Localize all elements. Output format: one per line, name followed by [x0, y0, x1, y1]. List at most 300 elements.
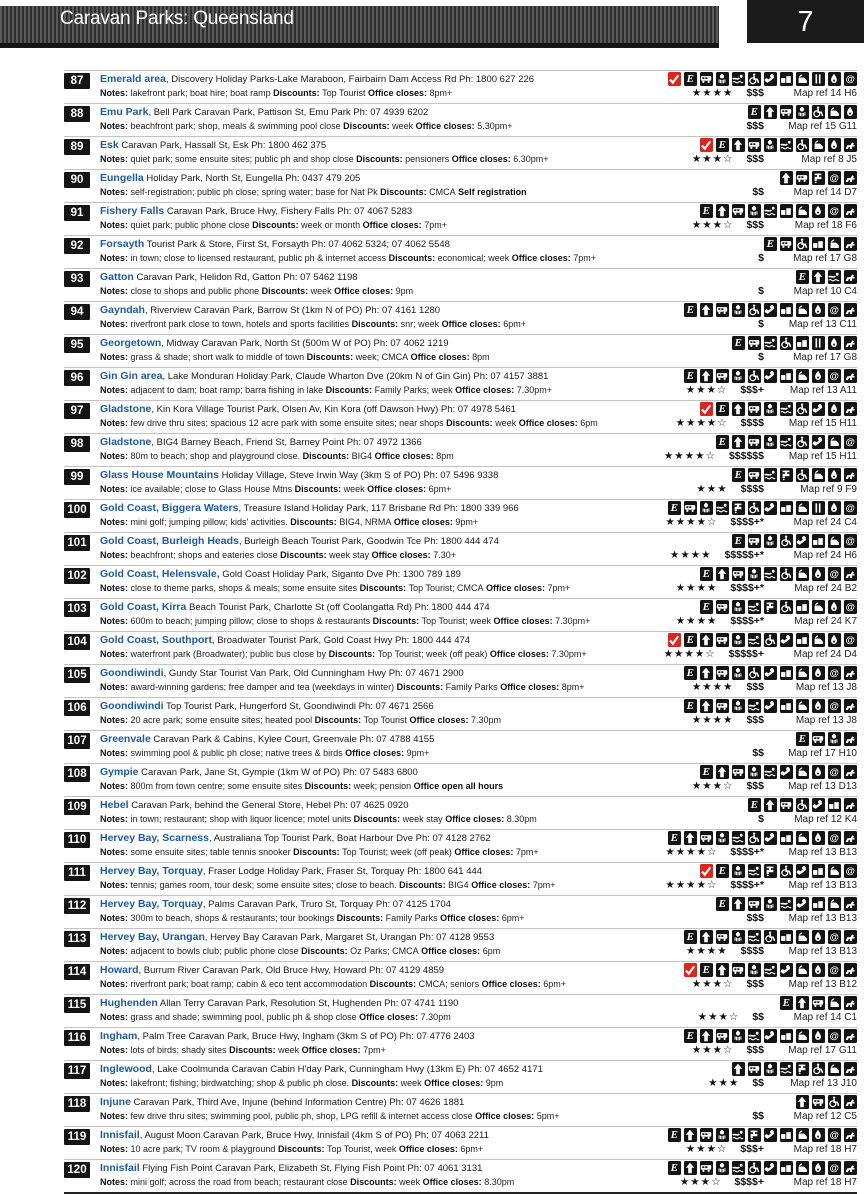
map-reference: Map ref 18 H7 — [793, 1144, 857, 1155]
pets-icon — [844, 369, 858, 383]
phone-icon — [764, 1161, 778, 1175]
price-rating: $$ — [752, 186, 764, 198]
map-reference: Map ref 24 H6 — [793, 550, 857, 561]
swimmer-icon — [764, 567, 778, 581]
park-entry-list — [64, 70, 857, 1194]
notes-label: Notes: — [100, 187, 131, 197]
office-value: 8pm+ — [559, 682, 585, 692]
park-entry-row — [64, 697, 857, 730]
star-rating: ★★★★ — [669, 549, 712, 561]
facility-icons — [796, 270, 858, 284]
price-rating: $$$ — [746, 714, 764, 726]
entry-text-block — [90, 270, 758, 298]
entry-notes-line — [100, 582, 670, 595]
map-reference: Map ref 13 A11 — [789, 385, 857, 396]
star-rating: ★★★☆ — [697, 1011, 740, 1023]
entry-stats-line — [676, 581, 857, 596]
entry-right-block — [692, 204, 857, 233]
park-entry-row — [64, 664, 857, 697]
entry-text-block — [90, 897, 716, 925]
entry-stats-line — [758, 317, 857, 332]
facility-icons — [668, 72, 858, 86]
park-entry-row — [64, 1093, 857, 1126]
gas-flame-icon — [812, 831, 826, 845]
internet-icon: @ — [828, 171, 842, 185]
entry-number-badge: 105 — [64, 667, 90, 683]
entry-notes-line — [100, 681, 678, 694]
entry-number-badge: 117 — [64, 1063, 90, 1079]
internet-icon: @ — [828, 1029, 842, 1043]
park-name: Injune — [100, 1096, 131, 1108]
entry-number-badge: 95 — [64, 337, 90, 353]
entry-text-block — [90, 633, 664, 661]
entry-number-badge: 104 — [64, 634, 90, 650]
map-reference: Map ref 15 G11 — [788, 121, 857, 132]
park-entry-row — [64, 829, 857, 862]
entry-right-block — [692, 138, 857, 167]
entry-number-badge: 106 — [64, 700, 90, 716]
entry-right-block — [665, 864, 857, 893]
discounts-text: Family Parks; week — [374, 385, 453, 395]
entry-stats-line — [676, 614, 857, 629]
notes-text: 600m to beach; jumping pillow; close to shops & restaurants — [130, 616, 371, 626]
office-value: 6pm+ — [499, 913, 525, 923]
entry-stats-line — [692, 152, 857, 167]
notes-text: self-registration; public ph close; spring water; base for Nat Pk — [130, 187, 378, 197]
tap-icon — [732, 501, 746, 515]
internet-icon: @ — [844, 72, 858, 86]
park-name: Innisfail — [100, 1129, 140, 1141]
park-description: , Hervey Bay Caravan Park, Margaret St, Urangan Ph: 07 4128 9553 — [204, 932, 495, 943]
ensuite-icon: E — [796, 732, 810, 746]
cabins-icon — [780, 930, 794, 944]
notes-text: quiet park; public phone close — [130, 220, 250, 230]
park-description: Caravan Park, Jane St, Gympie (1km W of PO) Ph: 07 5483 6800 — [138, 767, 418, 778]
entry-stats-line — [752, 185, 857, 200]
notes-label: Notes: — [100, 517, 131, 527]
discounts-label: Discounts: — [351, 814, 403, 824]
entry-notes-line — [100, 120, 740, 133]
park-entry-row — [64, 334, 857, 367]
discounts-label: Discounts: — [292, 484, 344, 494]
wheelchair-icon — [748, 303, 762, 317]
map-reference: Map ref 12 K4 — [794, 814, 857, 825]
park-description: , Discovery Holiday Parks-Lake Maraboon, Fairbairn Dam Access Rd Ph: 1800 627 226 — [165, 74, 535, 85]
phone-icon — [796, 864, 810, 878]
entry-stats-line — [670, 548, 857, 563]
entry-notes-line — [100, 450, 658, 463]
office-label: Office closes: — [331, 286, 394, 296]
park-entry-row — [64, 70, 857, 103]
entry-notes-line — [100, 483, 690, 496]
entry-stats-line — [758, 350, 857, 365]
notes-text: 300m to beach, shops & restaurants; tour bookings — [130, 913, 335, 923]
dump-point-icon — [812, 633, 826, 647]
office-value: 7pm+ — [360, 1045, 386, 1055]
swimmer-icon — [716, 501, 730, 515]
tap-icon — [764, 600, 778, 614]
office-value: 7.30pm — [468, 715, 502, 725]
arrow-up-icon — [684, 1161, 698, 1175]
map-reference: Map ref 17 G8 — [793, 253, 857, 264]
facility-icons — [684, 699, 858, 713]
facility-icons — [668, 1161, 858, 1175]
notes-label: Notes: — [100, 748, 131, 758]
dump-point-icon — [796, 501, 810, 515]
facility-icons — [748, 798, 858, 812]
swimmer-icon — [828, 270, 842, 284]
discounts-text: Top Tourist, week — [326, 1144, 397, 1154]
ensuite-icon: E — [700, 765, 714, 779]
discounts-label: Discounts: — [287, 517, 340, 527]
internet-icon: @ — [828, 831, 842, 845]
park-name: Hervey Bay, Scarness — [100, 832, 209, 844]
park-entry-row — [64, 631, 857, 664]
tap-icon — [764, 864, 778, 878]
entry-text-block — [90, 336, 732, 364]
entry-title-line — [100, 1095, 746, 1110]
price-rating: $$$$+* — [730, 879, 764, 891]
notes-label: Notes: — [100, 781, 131, 791]
phone-icon — [796, 897, 810, 911]
caravan-icon — [732, 963, 746, 977]
internet-icon: @ — [828, 369, 842, 383]
office-label: Office closes: — [497, 682, 560, 692]
office-value: 8pm — [469, 352, 490, 362]
park-description: Caravan Park, Helidon Rd, Gatton Ph: 07 5462 1198 — [133, 272, 358, 283]
gas-flame-icon — [828, 72, 842, 86]
discounts-label: Discounts: — [270, 88, 323, 98]
discounts-text: Top Tourist — [322, 88, 366, 98]
swimmer-icon — [764, 765, 778, 779]
dump-point-icon — [828, 864, 842, 878]
map-reference: Map ref 13 B12 — [788, 979, 857, 990]
office-value: 7.30pm+ — [514, 385, 552, 395]
notes-label: Notes: — [100, 649, 131, 659]
entry-number-badge: 116 — [64, 1030, 90, 1046]
ensuite-icon: E — [684, 72, 698, 86]
park-description: Caravan Park, Third Ave, Injune (behind Information Centre) Ph: 07 4626 1881 — [130, 1097, 465, 1108]
entry-title-line — [100, 666, 678, 681]
dump-point-icon — [828, 105, 842, 119]
entry-notes-line — [100, 384, 678, 397]
entry-stats-line — [665, 845, 857, 860]
map-reference: Map ref 13 C11 — [788, 319, 857, 330]
entry-stats-line — [692, 218, 857, 233]
facility-icons — [700, 765, 858, 779]
map-reference: Map ref 24 D4 — [793, 649, 857, 660]
office-value: 6pm+ — [540, 979, 566, 989]
knife-fork-icon — [812, 336, 826, 350]
office-label: Office closes: — [396, 1144, 458, 1154]
discounts-label: Discounts: — [353, 154, 406, 164]
entry-stats-line — [758, 284, 857, 299]
wheelchair-icon — [780, 336, 794, 350]
price-rating: $$$$+* — [730, 846, 764, 858]
internet-icon: @ — [828, 303, 842, 317]
ensuite-icon: E — [716, 897, 730, 911]
wheelchair-icon — [748, 72, 762, 86]
park-name: Gold Coast, Southport — [100, 634, 212, 646]
park-description: Beach Tourist Park, Charlotte St (off Coolangatta Rd) Ph: 1800 444 474 — [186, 602, 490, 613]
office-label: Office closes: — [437, 913, 500, 923]
phone-icon — [812, 435, 826, 449]
notes-label: Notes: — [100, 1111, 131, 1121]
map-reference: Map ref 15 H11 — [788, 418, 857, 429]
internet-icon: @ — [828, 1161, 842, 1175]
tap-icon — [812, 171, 826, 185]
shower-icon — [732, 369, 746, 383]
ensuite-icon: E — [668, 1161, 682, 1175]
ensuite-icon: E — [748, 798, 762, 812]
entry-title-line — [100, 369, 678, 384]
discounts-label: Discounts: — [275, 1144, 327, 1154]
internet-icon: @ — [844, 501, 858, 515]
entry-title-line — [100, 1062, 702, 1077]
entry-title-line — [100, 930, 678, 945]
entry-title-line — [100, 1029, 678, 1044]
entry-text-block — [90, 237, 758, 265]
notes-label: Notes: — [100, 979, 131, 989]
park-name: Gladstone — [100, 403, 152, 415]
discounts-text: BIG4, NRMA — [339, 517, 392, 527]
price-rating: $ — [758, 318, 764, 330]
star-rating: ★★★★☆ — [663, 450, 716, 462]
ensuite-icon: E — [716, 864, 730, 878]
cabins-icon — [812, 534, 826, 548]
notes-label: Notes: — [100, 616, 131, 626]
entry-right-block — [716, 897, 858, 926]
discounts-text: week — [399, 1177, 421, 1187]
cabins-icon — [780, 1161, 794, 1175]
ensuite-icon: E — [716, 435, 730, 449]
internet-icon: @ — [828, 666, 842, 680]
map-reference: Map ref 24 B2 — [794, 583, 857, 594]
facility-icons — [780, 171, 858, 185]
park-entry-row — [64, 763, 857, 796]
office-value: 7pm+ — [513, 847, 539, 857]
notes-label: Notes: — [100, 451, 131, 461]
park-description: Top Tourist Park, Hungerford St, Goondiwindi Ph: 07 4671 2566 — [163, 701, 434, 712]
price-rating: $$ — [752, 1011, 764, 1023]
swimmer-icon — [748, 600, 762, 614]
entry-number-badge: 115 — [64, 997, 90, 1013]
entry-notes-line — [100, 912, 710, 925]
entry-right-block — [668, 1161, 858, 1190]
discounts-text: CMCA — [429, 187, 456, 197]
gas-flame-icon — [812, 1029, 826, 1043]
entry-number-badge: 102 — [64, 568, 90, 584]
entry-text-block — [90, 732, 752, 760]
arrow-up-icon — [700, 930, 714, 944]
park-name: Greenvale — [100, 733, 151, 745]
wheelchair-icon — [764, 633, 778, 647]
office-value: 8pm — [433, 451, 454, 461]
discounts-label: Discounts: — [290, 847, 343, 857]
map-reference: Map ref 13 D13 — [788, 781, 857, 792]
facility-icons — [700, 864, 858, 878]
notes-text: riverfront park close to town, hotels and sports facilities — [130, 319, 350, 329]
price-rating: $$$+ — [740, 384, 764, 396]
entry-notes-line — [100, 417, 670, 430]
park-name: Hervey Bay, Urangan — [100, 931, 205, 943]
wheelchair-icon — [780, 567, 794, 581]
entry-stats-line — [698, 1010, 857, 1025]
caravan-icon — [716, 666, 730, 680]
pets-icon — [844, 1062, 858, 1076]
entry-title-line — [100, 1128, 662, 1143]
cabins-icon — [780, 204, 794, 218]
shower-icon — [732, 864, 746, 878]
shower-icon — [748, 204, 762, 218]
wheelchair-icon — [780, 534, 794, 548]
discounts-label: Discounts: — [347, 1177, 400, 1187]
notes-label: Notes: — [100, 847, 131, 857]
dump-point-icon — [796, 1029, 810, 1043]
gas-flame-icon — [812, 303, 826, 317]
notes-label: Notes: — [100, 682, 131, 692]
entry-notes-line — [100, 351, 726, 364]
park-name: Emerald area — [100, 73, 166, 85]
entry-title-line — [100, 336, 726, 351]
dump-point-icon — [828, 1062, 842, 1076]
caravan-icon — [716, 600, 730, 614]
internet-icon: @ — [828, 765, 842, 779]
shower-icon — [764, 138, 778, 152]
notes-text: swimming pool & public ph close; native trees & birds — [130, 748, 343, 758]
facility-icons — [684, 303, 858, 317]
ensuite-icon: E — [668, 1128, 682, 1142]
entry-number-badge: 114 — [64, 964, 90, 980]
map-reference: Map ref 15 H11 — [788, 451, 857, 462]
star-rating: ★★★ — [708, 1077, 740, 1089]
caravan-icon — [748, 435, 762, 449]
shower-icon — [732, 1029, 746, 1043]
arrow-up-icon — [700, 369, 714, 383]
park-entry-row — [64, 1159, 857, 1194]
dump-point-icon — [796, 1161, 810, 1175]
discounts-text: week — [495, 418, 517, 428]
discounts-text: Family Parks — [385, 913, 438, 923]
map-reference: Map ref 13 J8 — [795, 715, 857, 726]
park-description: , Treasure Island Holiday Park, 117 Brisbane Rd Ph: 1800 339 966 — [238, 503, 519, 514]
office-label: Office closes: — [487, 649, 549, 659]
park-entry-row — [64, 598, 857, 631]
park-description: , Australiana Top Tourist Park, Boat Harbour Dve Ph: 07 4128 2762 — [208, 833, 491, 844]
discounts-text: week — [400, 1078, 422, 1088]
facility-icons — [732, 468, 858, 482]
dump-point-icon — [812, 468, 826, 482]
entry-notes-line — [100, 714, 678, 727]
entry-text-block — [90, 864, 665, 892]
caravan-icon — [780, 798, 794, 812]
notes-text: 800m from town centre; some ensuite sites — [130, 781, 303, 791]
star-rating: ★★★★ — [675, 615, 718, 627]
facility-icons — [780, 996, 858, 1010]
swimmer-icon — [732, 72, 746, 86]
star-rating: ★★★★☆ — [663, 648, 716, 660]
notes-label: Notes: — [100, 121, 131, 131]
caravan-icon — [732, 567, 746, 581]
notes-text: beachfront park; shop, meals & swimming pool close — [130, 121, 341, 131]
park-name: Esk — [100, 139, 119, 151]
ensuite-icon: E — [700, 567, 714, 581]
shower-icon — [716, 1161, 730, 1175]
entry-title-line — [100, 864, 659, 879]
price-rating: $$$$+* — [730, 582, 764, 594]
park-entry-row — [64, 1126, 857, 1159]
swimmer-icon — [748, 864, 762, 878]
office-label: Office closes: — [342, 748, 405, 758]
park-entry-row — [64, 1027, 857, 1060]
gas-flame-icon — [812, 765, 826, 779]
office-label: Office closes: — [509, 253, 571, 263]
entry-right-block — [684, 930, 858, 959]
discounts-text: Top Tourist; CMCA — [408, 583, 484, 593]
park-description: , Palm Tree Caravan Park, Bruce Hwy, Ingham (3km S of PO) Ph: 07 4776 2403 — [137, 1031, 475, 1042]
pets-icon — [844, 270, 858, 284]
pets-icon — [844, 963, 858, 977]
pets-icon — [844, 699, 858, 713]
park-description: Caravan Park & Cabins, Kylee Court, Greenvale Ph: 07 4788 4155 — [150, 734, 435, 745]
notes-text: waterfront park (Broadwater); public bus close by — [130, 649, 327, 659]
price-rating: $$$$$+* — [724, 549, 764, 561]
internet-icon: @ — [844, 435, 858, 449]
pets-icon — [844, 468, 858, 482]
arrow-up-icon — [796, 996, 810, 1010]
dump-point-icon — [828, 534, 842, 548]
entry-number-badge: 94 — [64, 304, 90, 320]
internet-icon: @ — [828, 204, 842, 218]
caravan-icon — [716, 303, 730, 317]
entry-text-block — [90, 1029, 684, 1057]
cabins-icon — [780, 699, 794, 713]
entry-right-block — [684, 369, 858, 398]
notes-text: adjacent to dam; boat ramp; barra fishing in lake — [130, 385, 324, 395]
pets-icon — [844, 897, 858, 911]
dump-point-icon — [828, 435, 842, 449]
price-rating: $$$ — [746, 120, 764, 132]
facility-icons — [732, 1062, 858, 1076]
office-label: Office open all hours — [411, 781, 504, 791]
entry-notes-line — [100, 549, 664, 562]
entry-text-block — [90, 72, 668, 100]
notes-label: Notes: — [100, 484, 131, 494]
star-rating: ★★★☆ — [691, 153, 734, 165]
park-description: Tourist Park & Store, First St, Forsayth Ph: 07 4062 5324; 07 4062 5548 — [144, 239, 450, 250]
entry-text-block — [90, 567, 676, 595]
discounts-label: Discounts: — [277, 550, 330, 560]
star-rating: ★★★☆ — [685, 1143, 728, 1155]
notes-label: Notes: — [100, 715, 131, 725]
tap-icon — [748, 1128, 762, 1142]
pets-icon — [844, 204, 858, 218]
park-name: Emu Park — [100, 106, 149, 118]
cabins-icon — [780, 303, 794, 317]
price-rating: $$$ — [746, 153, 764, 165]
cabins-icon — [812, 897, 826, 911]
park-entry-row — [64, 136, 857, 169]
entry-number-badge: 112 — [64, 898, 90, 914]
arrow-up-icon — [780, 171, 794, 185]
entry-number-badge: 113 — [64, 931, 90, 947]
entry-notes-line — [100, 1176, 662, 1189]
entry-text-block — [90, 534, 670, 562]
pets-icon — [844, 237, 858, 251]
shower-icon — [748, 567, 762, 581]
discounts-text: week or month — [301, 220, 361, 230]
dump-point-icon — [796, 765, 810, 779]
